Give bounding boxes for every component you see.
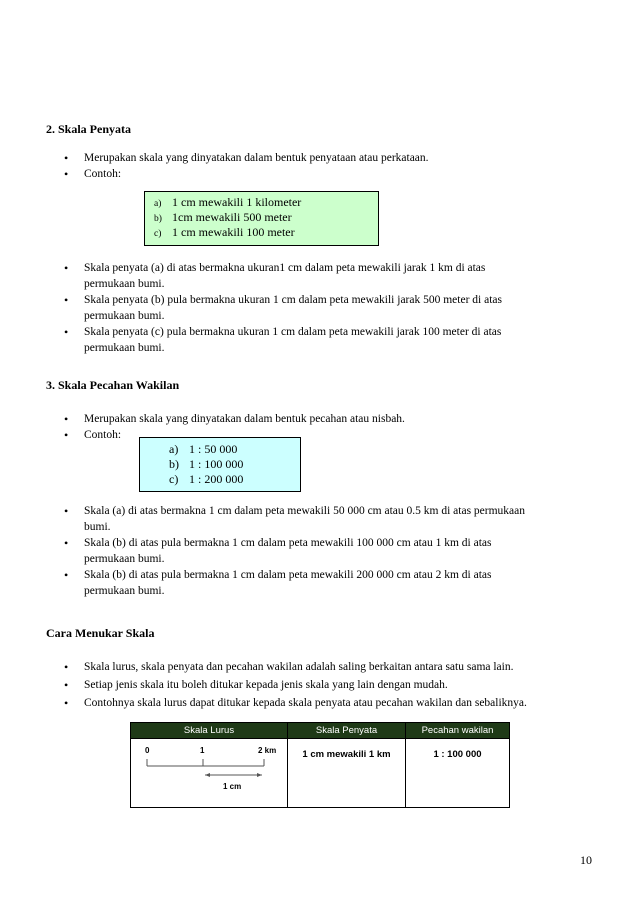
header-skala-penyata: Skala Penyata	[288, 723, 406, 739]
scale-label-zero: 0	[145, 746, 150, 755]
example-c: c) 1 cm mewakili 100 meter	[154, 225, 295, 239]
linear-scale-diagram	[131, 739, 287, 807]
linear-scale-cell	[131, 739, 288, 808]
list-item: • Skala lurus, skala penyata dan pecahan wakilan adalah saling berkaitan antara satu sama lain.	[64, 660, 514, 674]
section-2-heading: 2. Skala Penyata	[46, 122, 132, 136]
example-a: a) 1 cm mewakili 1 kilometer	[154, 195, 302, 209]
example-box-statement	[144, 191, 379, 246]
list-item: • Contoh:	[64, 428, 122, 442]
section-4-heading: Cara Menukar Skala	[46, 626, 155, 640]
section-4-bullets	[64, 658, 624, 712]
list-item: • Contoh:	[64, 167, 122, 181]
list-item: • Contohnya skala lurus dapat ditukar kepada skala penyata atau pecahan wakilan dan sebaliknya.	[64, 696, 527, 710]
list-item: • Skala penyata (a) di atas bermakna ukuran1 cm dalam peta mewakili jarak 1 km di atas permukaan bumi.	[64, 261, 486, 290]
page-number: 10	[580, 853, 592, 867]
header-pecahan-wakilan: Pecahan wakilan	[406, 723, 510, 739]
example-b: b) 1 : 100 000	[169, 457, 244, 471]
example-c: c) 1 : 200 000	[169, 472, 244, 486]
fraction-scale-cell: 1 : 100 000	[406, 739, 510, 808]
example-a: a) 1 : 50 000	[169, 442, 238, 456]
scale-comparison-table	[130, 722, 510, 808]
scale-label-unit: 1 cm	[223, 782, 242, 791]
statement-scale-cell: 1 cm mewakili 1 km	[288, 739, 406, 808]
list-item: • Skala (b) di atas pula bermakna 1 cm dalam peta mewakili 100 000 cm atau 1 km di atas permukaan bumi.	[64, 536, 492, 565]
list-item: • Skala penyata (b) pula bermakna ukuran 1 cm dalam peta mewakili jarak 500 meter di atas permukaan bumi.	[64, 293, 502, 322]
list-item: • Setiap jenis skala itu boleh ditukar kepada jenis skala yang lain dengan mudah.	[64, 678, 448, 692]
list-item: • Merupakan skala yang dinyatakan dalam bentuk pecahan atau nisbah.	[64, 412, 405, 426]
section-3-notes	[64, 503, 604, 599]
section-2-bullets	[64, 150, 604, 182]
list-item: • Merupakan skala yang dinyatakan dalam bentuk penyataan atau perkataan.	[64, 151, 429, 165]
header-skala-lurus: Skala Lurus	[131, 723, 288, 739]
list-item: • Skala (b) di atas pula bermakna 1 cm dalam peta mewakili 200 000 cm atau 2 km di atas permukaan bumi.	[64, 568, 492, 597]
example-b: b) 1cm mewakili 500 meter	[154, 210, 292, 224]
section-2-notes	[64, 260, 604, 356]
scale-label-one: 1	[200, 746, 205, 755]
section-3-heading: 3. Skala Pecahan Wakilan	[46, 378, 180, 392]
scale-label-two: 2 km	[258, 746, 277, 755]
list-item: • Skala (a) di atas bermakna 1 cm dalam peta mewakili 50 000 cm atau 0.5 km di atas permukaan bumi.	[64, 504, 526, 533]
example-box-fraction	[139, 437, 301, 492]
list-item: • Skala penyata (c) pula bermakna ukuran 1 cm dalam peta mewakili jarak 100 meter di atas permukaan bumi.	[64, 325, 502, 354]
